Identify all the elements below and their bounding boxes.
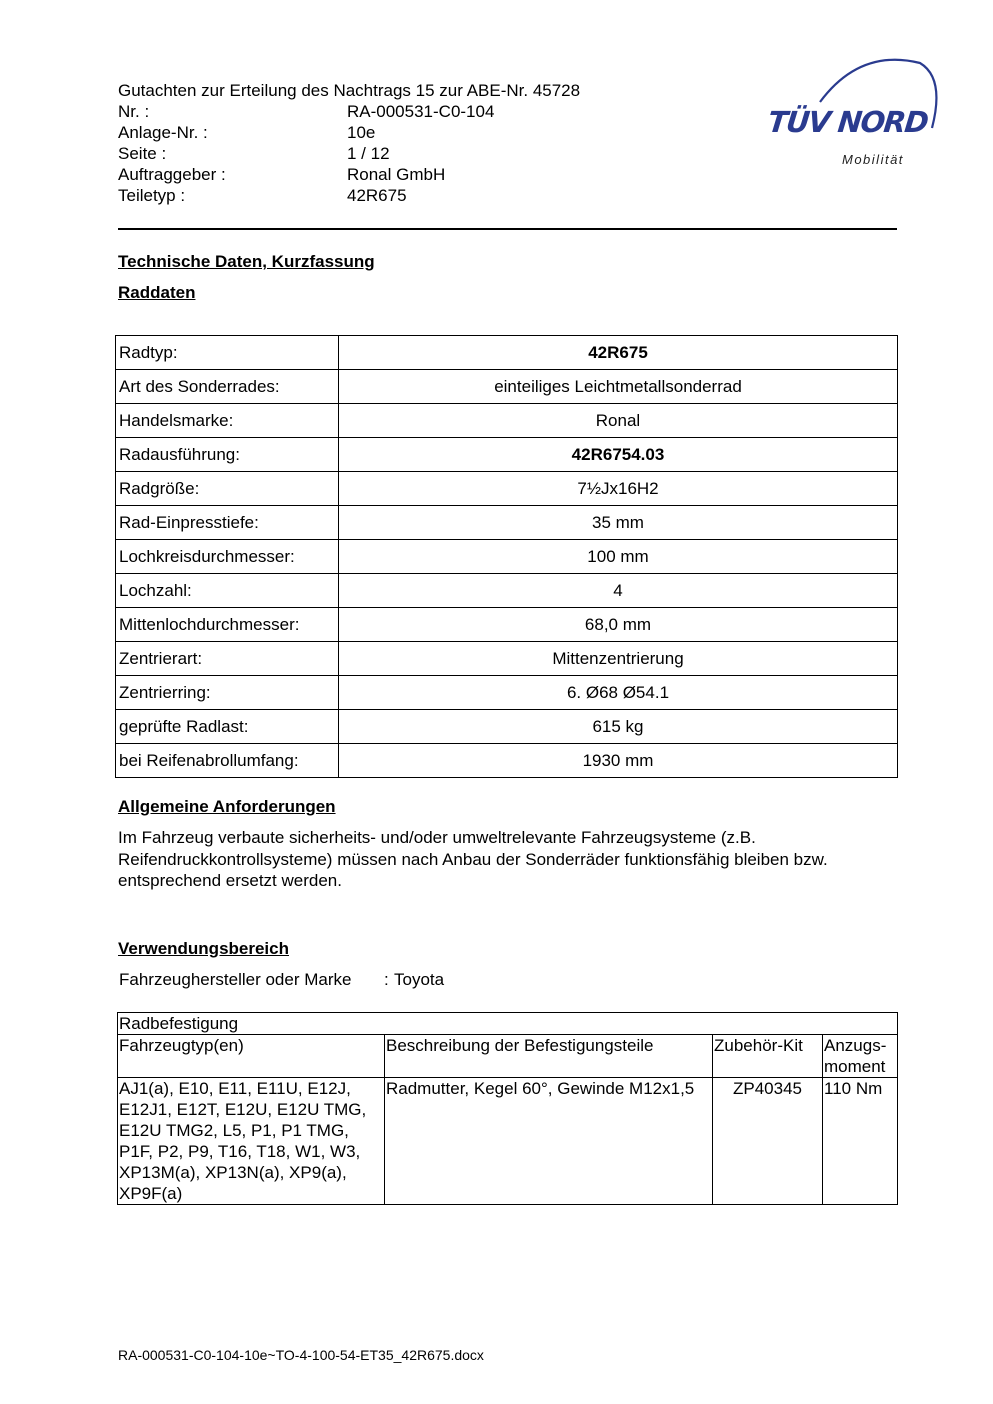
logo-wordmark: TÜV NORD	[766, 105, 929, 139]
fastening-title: Radbefestigung	[118, 1013, 898, 1035]
wheel-param-label: Zentrierring:	[116, 676, 339, 710]
header-field-label: Anlage-Nr. :	[118, 123, 208, 142]
wheel-param-label: Radtyp:	[116, 336, 339, 370]
wheel-param-label: Radgröße:	[116, 472, 339, 506]
header-field-row	[0, 164, 700, 185]
row-torque: 110 Nm	[823, 1078, 898, 1205]
wheel-param-label: Zentrierart:	[116, 642, 339, 676]
wheel-param-value: 35 mm	[339, 506, 898, 540]
table-row	[116, 506, 898, 540]
header-field-row	[0, 185, 700, 206]
table-row	[116, 438, 898, 472]
table-row	[116, 642, 898, 676]
wheel-param-value: einteiliges Leichtmetallsonderrad	[339, 370, 898, 404]
header-field-label: Auftraggeber :	[118, 165, 226, 184]
header-divider	[118, 228, 897, 230]
table-row	[116, 370, 898, 404]
wheel-param-value: Ronal	[339, 404, 898, 438]
row-vehicle-types: AJ1(a), E10, E11, E11U, E12J, E12J1, E12T, E12U, E12U TMG, E12U TMG2, L5, P1, P1 TMG, P1F, P2, P9, T16, T18, W1, W3, XP13M(a), XP13N(a), XP9(a), XP9F(a)	[118, 1078, 385, 1205]
general-requirements-text: Im Fahrzeug verbaute sicherheits- und/oder umweltrelevante Fahrzeugsysteme (z.B. Reifendruckkontrollsysteme) müssen nach Anbau der Sonderräder funktionsfähig bleiben bzw. entsprechend ersetzt werden.	[118, 828, 828, 890]
table-row	[116, 336, 898, 370]
report-title: Gutachten zur Erteilung des Nachtrags 15 zur ABE-Nr. 45728	[118, 81, 581, 100]
table-row	[116, 676, 898, 710]
header-description: Beschreibung der Befestigungsteile	[385, 1035, 713, 1078]
wheel-param-value: 68,0 mm	[339, 608, 898, 642]
heading-usage-range: Verwendungsbereich	[118, 939, 289, 958]
wheel-param-label: Lochzahl:	[116, 574, 339, 608]
wheel-param-value: 615 kg	[339, 710, 898, 744]
wheel-param-label: Art des Sonderrades:	[116, 370, 339, 404]
header-field-label: Seite :	[118, 144, 167, 163]
wheel-param-value: 1930 mm	[339, 744, 898, 778]
header-field-value: Ronal GmbH	[347, 165, 446, 184]
wheel-param-value: Mittenzentrierung	[339, 642, 898, 676]
wheel-param-value: 100 mm	[339, 540, 898, 574]
header-field-value: 1 / 12	[347, 144, 390, 163]
heading-technical-data: Technische Daten, Kurzfassung	[118, 252, 375, 271]
wheel-param-label: bei Reifenabrollumfang:	[116, 744, 339, 778]
wheel-param-label: Mittenlochdurchmesser:	[116, 608, 339, 642]
table-row	[116, 540, 898, 574]
header-field-row	[0, 143, 700, 164]
manufacturer-separator: :	[384, 970, 389, 989]
footer-filename: RA-000531-C0-104-10e~TO-4-100-54-ET35_42R675.docx	[118, 1347, 484, 1363]
table-row	[116, 404, 898, 438]
header-torque: Anzugs- moment	[823, 1035, 898, 1078]
wheel-param-value: 6. Ø68 Ø54.1	[339, 676, 898, 710]
header-field-row	[0, 101, 700, 122]
header-field-label: Nr. :	[118, 102, 150, 121]
heading-general-requirements: Allgemeine Anforderungen	[118, 797, 336, 816]
table-row	[116, 574, 898, 608]
manufacturer-value: Toyota	[394, 970, 445, 989]
table-row	[118, 1078, 898, 1205]
logo-subtitle: Mobilität	[842, 152, 904, 167]
header-field-value: 42R675	[347, 186, 407, 205]
table-row	[116, 472, 898, 506]
header-kit: Zubehör-Kit	[713, 1035, 823, 1078]
header-field-value: 10e	[347, 123, 376, 142]
wheel-param-label: Lochkreisdurchmesser:	[116, 540, 339, 574]
manufacturer-label: Fahrzeughersteller oder Marke	[119, 970, 352, 989]
wheel-param-value: 4	[339, 574, 898, 608]
fastening-header-row	[118, 1035, 898, 1078]
wheel-param-value: 7½Jx16H2	[339, 472, 898, 506]
wheel-param-label: Rad-Einpresstiefe:	[116, 506, 339, 540]
table-row	[116, 710, 898, 744]
row-kit: ZP40345	[713, 1078, 823, 1205]
wheel-data-table	[115, 335, 898, 778]
wheel-param-value: 42R675	[339, 336, 898, 370]
wheel-param-value: 42R6754.03	[339, 438, 898, 472]
wheel-param-label: geprüfte Radlast:	[116, 710, 339, 744]
tuv-nord-logo	[760, 58, 940, 173]
table-row	[116, 744, 898, 778]
wheel-param-label: Handelsmarke:	[116, 404, 339, 438]
fastening-table	[117, 1012, 898, 1205]
heading-wheel-data: Raddaten	[118, 283, 196, 302]
row-description: Radmutter, Kegel 60°, Gewinde M12x1,5	[385, 1078, 713, 1205]
fastening-title-row	[118, 1013, 898, 1035]
header-field-row	[0, 122, 700, 143]
table-row	[116, 608, 898, 642]
header-field-value: RA-000531-C0-104	[347, 102, 495, 121]
header-field-label: Teiletyp :	[118, 186, 186, 205]
wheel-param-label: Radausführung:	[116, 438, 339, 472]
header-vehicle-types: Fahrzeugtyp(en)	[118, 1035, 385, 1078]
